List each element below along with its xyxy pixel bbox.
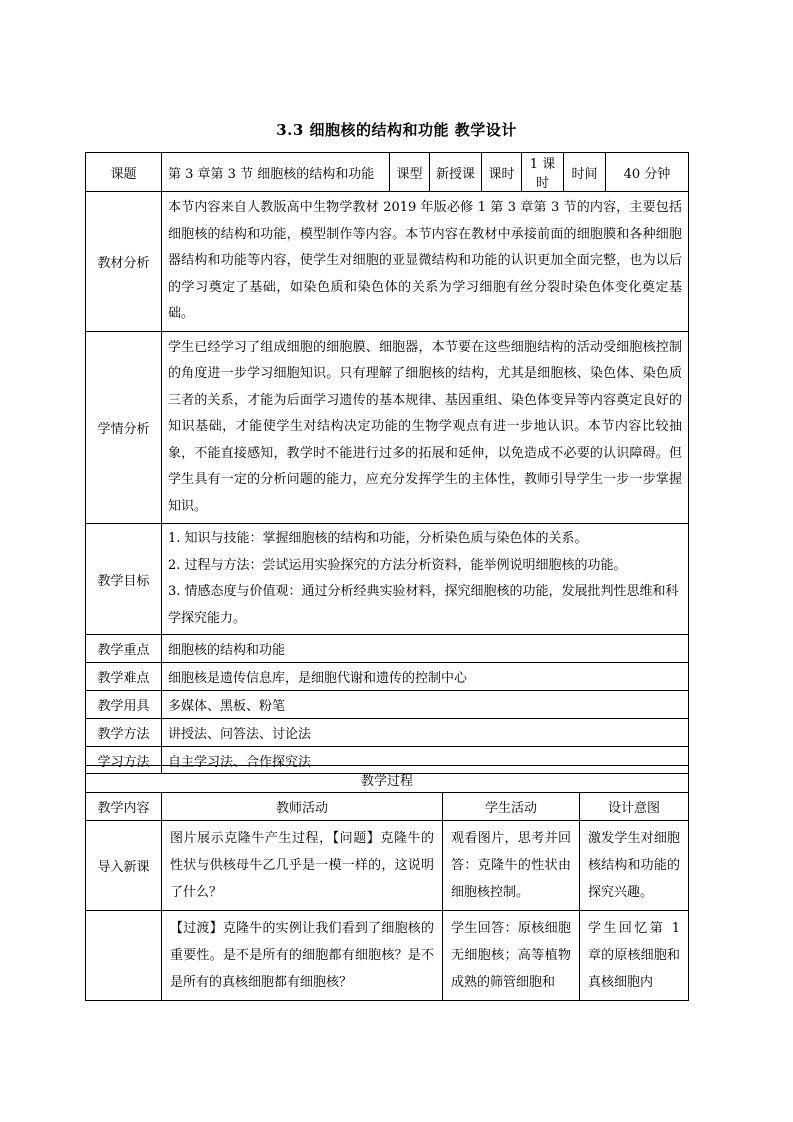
column-header: 教师活动 xyxy=(162,793,443,821)
tools-text: 多媒体、黑板、粉笔 xyxy=(162,691,689,719)
method-row xyxy=(86,719,689,747)
learning-text: 自主学习法、合作探究法 xyxy=(162,747,689,774)
teaching-process-table xyxy=(85,765,689,1001)
students-row xyxy=(86,331,689,524)
student-activity: 学生回答：原核细胞无细胞核；高等植物成熟的筛管细胞和 xyxy=(443,911,580,1001)
table-row xyxy=(86,821,689,911)
page-title: 3.3 细胞核的结构和功能 教学设计 xyxy=(276,121,517,139)
teacher-activity: 【过渡】克隆牛的实例让我们看到了细胞核的重要性。是不是所有的细胞都有细胞核？是不是所有的真核细胞都有细胞核？ xyxy=(162,911,443,1001)
column-header: 教学内容 xyxy=(86,793,162,821)
teacher-activity: 图片展示克隆牛产生过程，【问题】克隆牛的性状与供核母牛乙几乎是一模一样的，这说明了什么？ xyxy=(162,821,443,911)
material-row xyxy=(86,192,689,332)
time-label: 时间 xyxy=(564,153,606,192)
goals-row xyxy=(86,524,689,635)
hours-label: 课时 xyxy=(482,153,522,192)
learning-label: 学习方法 xyxy=(86,747,162,774)
column-header: 学生活动 xyxy=(443,793,580,821)
process-content: 导入新课 xyxy=(86,821,162,911)
goals-label: 教学目标 xyxy=(86,524,162,635)
difficulty-label: 教学难点 xyxy=(86,663,162,691)
difficulty-text: 细胞核是遗传信息库，是细胞代谢和遗传的控制中心 xyxy=(162,663,689,691)
method-text: 讲授法、问答法、讨论法 xyxy=(162,719,689,747)
tools-row xyxy=(86,691,689,719)
key-point-text: 细胞核的结构和功能 xyxy=(162,635,689,663)
process-heading: 教学过程 xyxy=(86,766,689,793)
key-point-label: 教学重点 xyxy=(86,635,162,663)
type-value: 新授课 xyxy=(430,153,482,192)
students-label: 学情分析 xyxy=(86,331,162,524)
material-text: 本节内容来自人教版高中生物学教材 2019 年版必修 1 第 3 章第 3 节的内容，主要包括细胞核的结构和功能，模型制作等内容。本节内容在教材中承接前面的细胞膜和各种细胞器结构和功能等内容，使学生对细胞的亚显微结构和功能的认识更加全面完整，也为以后的学习奠定了基础，如染色质和染色体的关系为学习细胞有丝分裂时染色体变化奠定基础。 xyxy=(162,192,689,332)
design-intent: 激发学生对细胞核结构和功能的探究兴趣。 xyxy=(580,821,689,911)
header-row xyxy=(86,153,689,192)
course-value: 第 3 章第 3 节 细胞核的结构和功能 xyxy=(162,153,390,192)
goals-list xyxy=(162,524,689,635)
column-header: 设计意图 xyxy=(580,793,689,821)
key-point-row xyxy=(86,635,689,663)
tools-label: 教学用具 xyxy=(86,691,162,719)
type-label: 课型 xyxy=(390,153,430,192)
time-value: 40 分钟 xyxy=(606,153,689,192)
lesson-info-table xyxy=(85,152,689,774)
goal-item: 3. 情感态度与价值观：通过分析经典实验材料，探究细胞核的功能，发展批判性思维和科学探究能力。 xyxy=(168,584,679,626)
material-label: 教材分析 xyxy=(86,192,162,332)
difficulty-row xyxy=(86,663,689,691)
method-label: 教学方法 xyxy=(86,719,162,747)
hours-value: 1 课时 xyxy=(522,153,564,192)
student-activity: 观看图片，思考并回答：克隆牛的性状由细胞核控制。 xyxy=(443,821,580,911)
course-label: 课题 xyxy=(86,153,162,192)
goal-item: 1. 知识与技能：掌握细胞核的结构和功能，分析染色质与染色体的关系。 xyxy=(168,531,588,546)
process-columns-row xyxy=(86,793,689,821)
process-content xyxy=(86,911,162,1001)
goal-item: 2. 过程与方法：尝试运用实验探究的方法分析资料，能举例说明细胞核的功能。 xyxy=(168,557,627,573)
students-text: 学生已经学习了组成细胞的细胞膜、细胞器，本节要在这些细胞结构的活动受细胞核控制的角度进一步学习细胞知识。只有理解了细胞核的结构，尤其是细胞核、染色体、染色质三者的关系，才能为后面学习遗传的基本规律、基因重组、染色体变异等内容奠定良好的知识基础，才能使学生对结构决定功能的生物学观点有进一步地认识。本节内容比较抽象，不能直接感知，教学时不能进行过多的拓展和延伸，以免造成不必要的认识障碍。但学生具有一定的分析问题的能力，应充分发挥学生的主体性，教师引导学生一步一步掌握知识。 xyxy=(162,331,689,524)
design-intent: 学生回忆第 1 章的原核细胞和真核细胞内 xyxy=(580,911,689,1001)
process-heading-row xyxy=(86,766,689,793)
table-row xyxy=(86,911,689,1001)
